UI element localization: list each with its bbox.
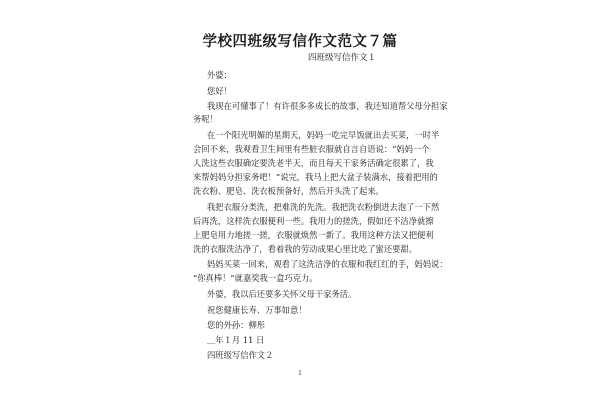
paragraph-line: 洗衣粉、肥皂、洗衣板预备好，然后开头洗了起来。 xyxy=(193,186,384,196)
paragraph-line: 会回不来，我观看卫生间里有些脏衣服就自言自语说：“妈妈一个 xyxy=(193,144,430,154)
signature-line: 您的外孙：柳彤 xyxy=(207,320,266,330)
paragraph-line: 上肥皂用力地搓一搓，衣服就焕然一新了。我用这种方法又把便利 xyxy=(193,230,434,240)
page-number: 1 xyxy=(298,370,302,377)
paragraph-line: 后再洗，这样洗衣服便利一些。我用力的搓洗，假如还不洁净就擦 xyxy=(193,216,434,226)
next-section-heading: 四班级写信作文２ xyxy=(207,350,274,360)
closing-wish-line: 祝您健康长寿、万事如意！ xyxy=(207,305,307,315)
paragraph-line: 人洗这些衣服确定要洗老半天，而且每天干家务活确定很累了，我 xyxy=(193,158,434,168)
paragraph-line: 我现在可懂事了！有许很多多成长的故事，我还知道帮父母分担家 xyxy=(207,101,448,111)
paragraph-line: 在一个阳光明媚的星期天，妈妈一吃完早饭就出去买菜，一时半 xyxy=(207,130,440,140)
paragraph-line: “你真棒！”就嘉奖我一盒巧克力。 xyxy=(193,273,318,283)
greeting-line: 您好！ xyxy=(207,86,232,96)
salutation-line: 外婆： xyxy=(207,70,232,80)
paragraph-line: 妈妈买菜一回来，观看了这洗洁净的衣服和我红红的手，妈妈说： xyxy=(207,259,448,269)
paragraph-line: 来帮妈妈分担家务吧！”说完，我马上把大盆子装满水，接着把用的 xyxy=(193,172,438,182)
date-line: ＿年１月 11 日 xyxy=(207,335,265,345)
paragraph-line: 洗的衣服洗洁净了，看着我的劳动成果心里比吃了蜜还要甜。 xyxy=(193,244,418,254)
paragraph-line: 外婆，我以后还要多关怀父母干家务活。 xyxy=(207,289,357,299)
document-title: 学校四班级写信作文范文７篇 xyxy=(202,33,398,50)
document-subtitle: 四班级写信作文１ xyxy=(308,53,377,63)
paragraph-line: 我把衣服分类洗，把难洗的先洗。我把洗衣粉倒进去泡了一下然 xyxy=(207,202,440,212)
paragraph-line: 务呢！ xyxy=(193,114,218,124)
